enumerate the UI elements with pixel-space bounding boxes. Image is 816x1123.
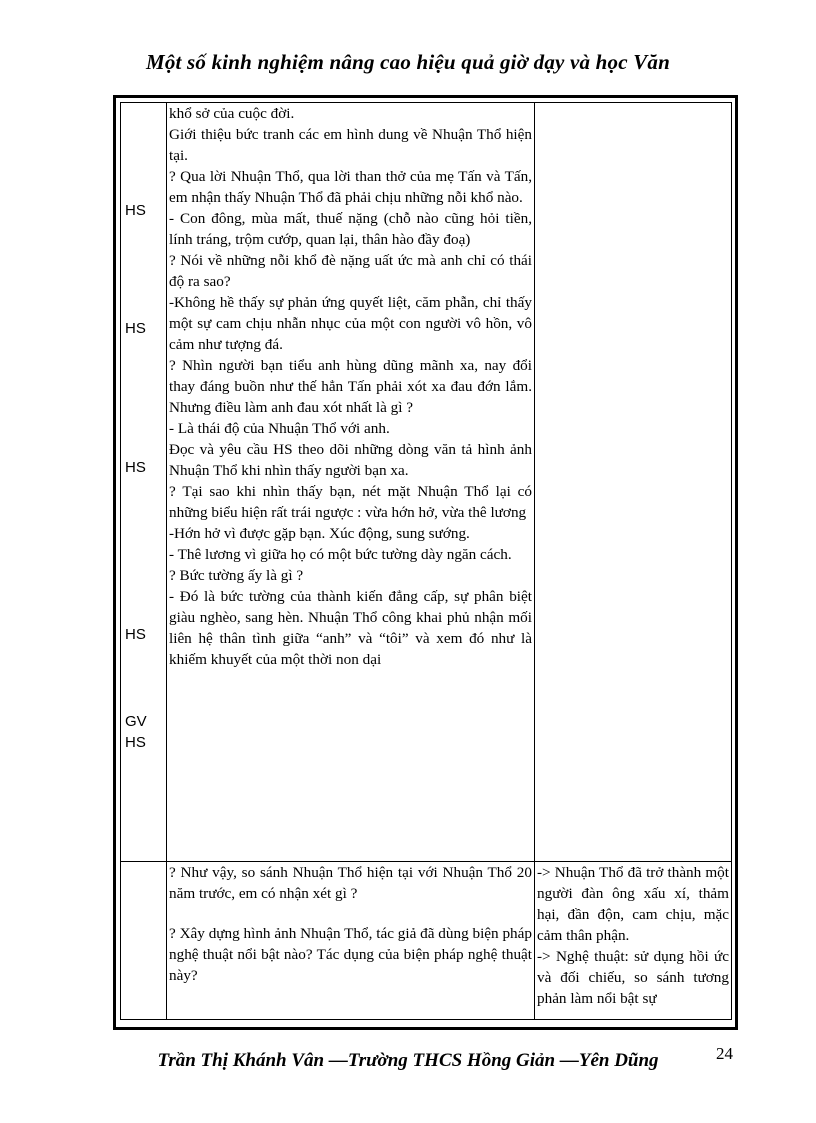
question-text: ? Như vậy, so sánh Nhuận Thổ hiện tại với Nhuận Thổ 20 năm trước, em có nhận xét gì ? xyxy=(169,864,532,902)
text-line: ? Qua lời Nhuận Thổ, qua lời than thở của mẹ Tấn và Tấn, em nhận thấy Nhuận Thổ đã phải chịu những nỗi khổ nào. xyxy=(169,168,532,206)
page-number: 24 xyxy=(716,1044,733,1063)
text-line: - Con đông, mùa mất, thuế nặng (chỗ nào cũng hỏi tiền, lính tráng, trộm cướp, quan lại, thân hào đầy đoạ) xyxy=(169,210,532,248)
text-line: khổ sở của cuộc đời. xyxy=(169,105,295,122)
role-label: HS xyxy=(125,734,146,751)
role-label: HS xyxy=(125,202,146,219)
text-line: ? Nói về những nỗi khổ đè nặng uất ức mà anh chỉ có thái độ ra sao? xyxy=(169,252,532,290)
role-label: HS xyxy=(125,626,146,643)
text-line: - Đó là bức tường của thành kiến đẳng cấp, sự phân biệt giàu nghèo, sang hèn. Nhuận Thổ công khai phủ nhận mối liên hệ thân tình giữa “anh” và “tôi” và xem đó như là khiếm khuyết của một thời non dại xyxy=(169,588,532,668)
role-column xyxy=(121,103,167,862)
lesson-table xyxy=(120,102,732,1020)
text-line: - Thê lương vì giữa họ có một bức tường dày ngăn cách. xyxy=(169,546,512,563)
text-line: -Không hề thấy sự phản ứng quyết liệt, căm phẫn, chỉ thấy một sự cam chịu nhẫn nhục của một con người vô hồn, vô cảm như tượng đá. xyxy=(169,294,532,353)
question-text: ? Xây dựng hình ảnh Nhuận Thổ, tác giả đã dùng biện pháp nghệ thuật nổi bật nào? Tác dụng của biện pháp nghệ thuật này? xyxy=(169,925,532,984)
table-row xyxy=(121,103,732,862)
activity-cell xyxy=(167,862,535,1020)
text-line: Đọc và yêu cầu HS theo dõi những dòng văn tả hình ảnh Nhuận Thổ khi nhìn thấy người bạn xa. xyxy=(169,441,532,479)
text-line: ? Tại sao khi nhìn thấy bạn, nét mặt Nhuận Thổ lại có những biểu hiện rất trái ngược : vừa hớn hở, vừa thê lương xyxy=(169,483,532,521)
role-label: HS xyxy=(125,320,146,337)
table-row xyxy=(121,862,732,1020)
answer-text: -> Nhuận Thổ đã trở thành một người đàn ông xấu xí, thảm hại, đần độn, cam chịu, mặc cảm thân phận. xyxy=(537,864,729,944)
content-frame xyxy=(113,95,738,1030)
text-line: ? Bức tường ấy là gì ? xyxy=(169,567,304,584)
activity-cell xyxy=(167,103,535,862)
role-column xyxy=(121,862,167,1020)
content-cell xyxy=(535,862,732,1020)
text-line: - Là thái độ của Nhuận Thổ với anh. xyxy=(169,420,390,437)
role-label: GV xyxy=(125,713,147,730)
text-line: Giới thiệu bức tranh các em hình dung về Nhuận Thổ hiện tại. xyxy=(169,126,532,164)
role-label: HS xyxy=(125,459,146,476)
answer-text: -> Nghệ thuật: sử dụng hồi ức và đối chiếu, so sánh tương phản làm nổi bật sự xyxy=(537,948,729,1007)
page-header: Một số kinh nghiệm nâng cao hiệu quả giờ dạy và học Văn xyxy=(145,50,671,74)
text-line: ? Nhìn người bạn tiểu anh hùng dũng mãnh xa, nay đổi thay đáng buồn như thế hẳn Tấn phải xót xa đau đớn lắm. Nhưng điều làm anh đau xót nhất là gì ? xyxy=(169,357,532,416)
content-cell-empty xyxy=(535,103,732,862)
text-line: -Hớn hở vì được gặp bạn. Xúc động, sung sướng. xyxy=(169,525,470,542)
page-footer: Trần Thị Khánh Vân —Trường THCS Hồng Giản —Yên Dũng xyxy=(157,1050,659,1071)
